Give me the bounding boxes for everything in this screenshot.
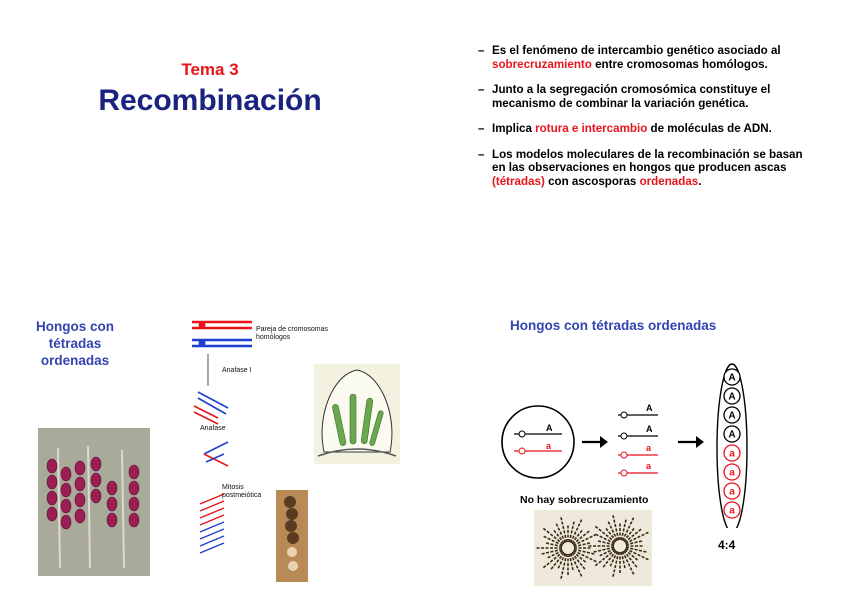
bullet-text: de moléculas de ADN. [647, 122, 772, 135]
ascospore-rosettes-photo [534, 510, 652, 586]
no-crossover-caption: No hay sobrecruzamiento [520, 494, 649, 506]
highlight-text: rotura e intercambio [535, 122, 648, 135]
ascospore-label: a [729, 467, 735, 479]
bullet-list [478, 44, 818, 200]
bullet-text: con ascosporas [544, 174, 640, 188]
highlight-text: (tétradas) [492, 174, 545, 188]
ascospore-label: a [729, 505, 735, 517]
allele-A-2: A [646, 403, 653, 413]
perithecium-drawing [314, 364, 400, 464]
allele-A-1: A [546, 423, 553, 433]
highlight-text: ordenadas [639, 174, 699, 188]
label-mitosis: Mitosis postmeiótica [222, 484, 262, 499]
bullet-text: Los modelos moleculares de la recombinación se basan en las observaciones en hongos que producen ascas [492, 147, 803, 174]
asci-micrograph [38, 428, 150, 576]
bullet-text: Implica [492, 122, 536, 135]
left-heading: Hongos con tétradas ordenadas [36, 319, 114, 368]
slide-title: Recombinación [98, 84, 322, 117]
bullet-text: Junto a la segregación cromosómica constituye el mecanismo de combinar la variación genética. [492, 83, 771, 110]
bullet-text: entre cromosomas homólogos. [591, 57, 768, 71]
bullet-text: . [698, 174, 702, 188]
topic-number: Tema 3 [181, 60, 239, 79]
ascospore-label: A [728, 391, 736, 403]
allele-a-3: a [646, 461, 652, 471]
ascospore-label: a [729, 486, 735, 498]
segregation-ratio: 4:4 [718, 538, 736, 552]
right-heading: Hongos con tétradas ordenadas [510, 318, 717, 333]
label-pareja: Pareja de cromosomas homólogos [256, 326, 328, 341]
bullet-item [478, 122, 818, 136]
ascus-photo [276, 490, 308, 582]
bullet-item [478, 148, 818, 189]
highlight-text: sobrecruzamiento [492, 57, 592, 71]
ascospore-label: A [728, 372, 736, 384]
bullet-item [478, 44, 818, 71]
allele-A-3: A [646, 424, 653, 434]
allele-a-2: a [646, 443, 652, 453]
label-anafase2: Anafase [200, 425, 226, 432]
ascospore-label: a [729, 448, 735, 460]
ascospore-label: A [728, 429, 736, 441]
label-anafase1: Anafase I [222, 367, 252, 374]
ascospore-label: A [728, 410, 736, 422]
allele-a-1: a [546, 441, 552, 451]
bullet-text: Es el fenómeno de intercambio genético asociado al [492, 44, 781, 57]
bullet-item [478, 83, 818, 110]
